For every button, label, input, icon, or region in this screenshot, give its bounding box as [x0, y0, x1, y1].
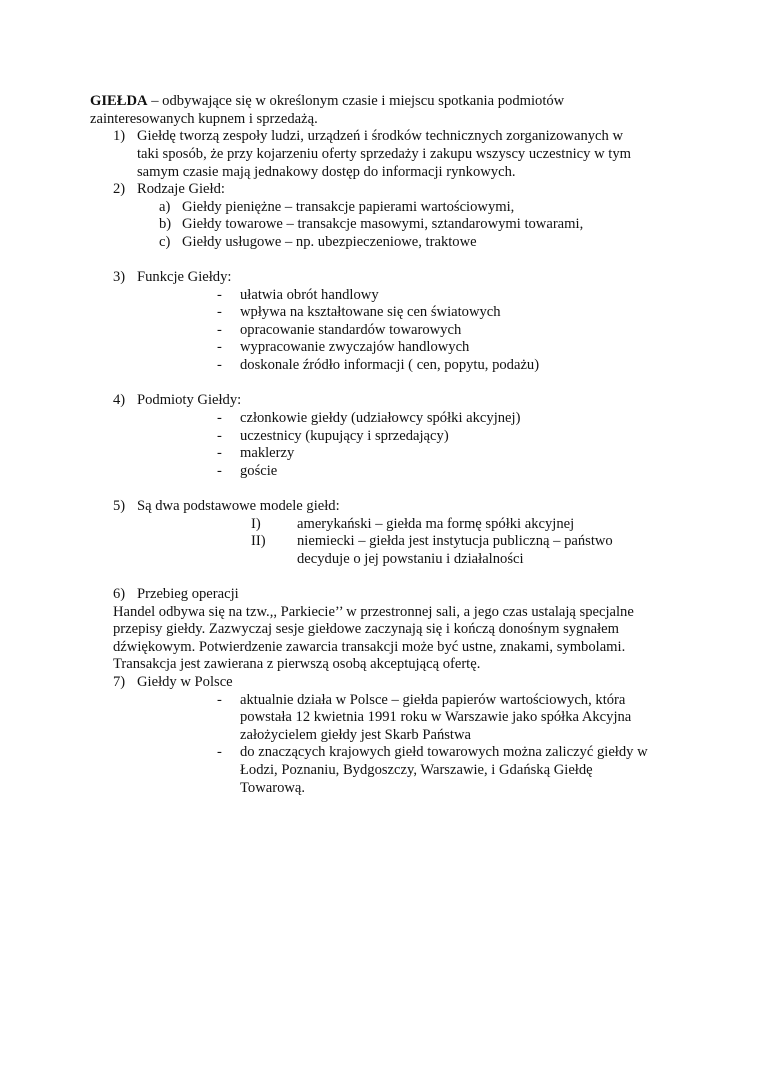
list-marker: a): [159, 199, 171, 215]
list-item: powstała 12 kwietnia 1991 roku w Warszawie jako spółka Akcyjna: [240, 709, 632, 725]
list-marker: II): [251, 533, 266, 549]
list-item: założycielem giełdy jest Skarb Państwa: [240, 727, 471, 743]
list-item: Giełdy pieniężne – transakcje papierami wartościowymi,: [182, 199, 515, 215]
bullet-dash: -: [217, 287, 222, 303]
section-1-line: taki sposób, że przy kojarzeniu oferty sprzedaży i zakupu wszyscy uczestnicy w tym: [137, 146, 631, 162]
list-item: goście: [240, 463, 278, 479]
section-1-line: Giełdę tworzą zespoły ludzi, urządzeń i środków technicznych zorganizowanych w: [137, 128, 624, 144]
bullet-dash: -: [217, 304, 222, 320]
bullet-dash: -: [217, 357, 222, 373]
paragraph-line: dźwiękowym. Potwierdzenie zawarcia transakcji może być ustne, znakami, symbolami.: [113, 639, 626, 655]
list-item: decyduje o jej powstaniu i działalności: [297, 551, 524, 567]
paragraph-line: Transakcja jest zawierana z pierwszą osobą akceptującą ofertę.: [113, 656, 481, 672]
intro-line-1: [90, 92, 564, 110]
list-item: Towarową.: [240, 780, 306, 796]
list-item: wypracowanie zwyczajów handlowych: [240, 339, 470, 355]
list-item: maklerzy: [240, 445, 295, 461]
section-2-title: Rodzaje Giełd:: [137, 181, 225, 197]
section-7-number: 7): [113, 674, 126, 690]
list-item: opracowanie standardów towarowych: [240, 322, 462, 338]
paragraph-line: Handel odbywa się na tzw.,, Parkiecie’’ w przestronnej sali, a jego czas ustalają specjalne: [113, 604, 634, 620]
bullet-dash: -: [217, 744, 222, 760]
section-6-title: Przebieg operacji: [137, 586, 239, 602]
bullet-dash: -: [217, 322, 222, 338]
list-item: niemiecki – giełda jest instytucja publiczną – państwo: [297, 533, 613, 549]
section-5-title: Są dwa podstawowe modele giełd:: [137, 498, 340, 514]
list-item: Giełdy towarowe – transakcje masowymi, sztandarowymi towarami,: [182, 216, 584, 232]
section-2-number: 2): [113, 181, 126, 197]
section-6-number: 6): [113, 586, 126, 602]
paragraph-line: przepisy giełdy. Zazwyczaj sesje giełdowe zaczynają się i kończą donośnym sygnałem: [113, 621, 619, 637]
list-marker: I): [251, 516, 261, 532]
bullet-dash: -: [217, 463, 222, 479]
section-3-number: 3): [113, 269, 126, 285]
list-item: aktualnie działa w Polsce – giełda papierów wartościowych, która: [240, 692, 626, 708]
section-3-title: Funkcje Giełdy:: [137, 269, 232, 285]
bullet-dash: -: [217, 339, 222, 355]
list-marker: c): [159, 234, 171, 250]
bullet-dash: -: [217, 410, 222, 426]
section-1-number: 1): [113, 128, 126, 144]
section-1-line: samym czasie mają jednakowy dostęp do informacji rynkowych.: [137, 164, 516, 180]
section-4-title: Podmioty Giełdy:: [137, 392, 242, 408]
list-item: amerykański – giełda ma formę spółki akcyjnej: [297, 516, 575, 532]
list-item: do znaczących krajowych giełd towarowych można zaliczyć giełdy w: [240, 744, 648, 760]
bullet-dash: -: [217, 445, 222, 461]
list-item: ułatwia obrót handlowy: [240, 287, 379, 303]
intro-definition: – odbywające się w określonym czasie i miejscu spotkania podmiotów: [147, 93, 565, 109]
section-4-number: 4): [113, 392, 126, 408]
intro-line-2: zainteresowanych kupnem i sprzedażą.: [90, 111, 318, 127]
list-item: uczestnicy (kupujący i sprzedający): [240, 428, 449, 444]
bullet-dash: -: [217, 428, 222, 444]
list-marker: b): [159, 216, 172, 232]
bullet-dash: -: [217, 692, 222, 708]
list-item: Giełdy usługowe – np. ubezpieczeniowe, traktowe: [182, 234, 477, 250]
list-item: wpływa na kształtowane się cen światowych: [240, 304, 501, 320]
section-5-number: 5): [113, 498, 126, 514]
list-item: doskonale źródło informacji ( cen, popytu, podażu): [240, 357, 540, 373]
list-item: Łodzi, Poznaniu, Bydgoszczy, Warszawie, i Gdańską Giełdę: [240, 762, 593, 778]
list-item: członkowie giełdy (udziałowcy spółki akcyjnej): [240, 410, 521, 426]
section-7-title: Giełdy w Polsce: [137, 674, 233, 690]
intro-term: GIEŁDA: [90, 93, 148, 109]
